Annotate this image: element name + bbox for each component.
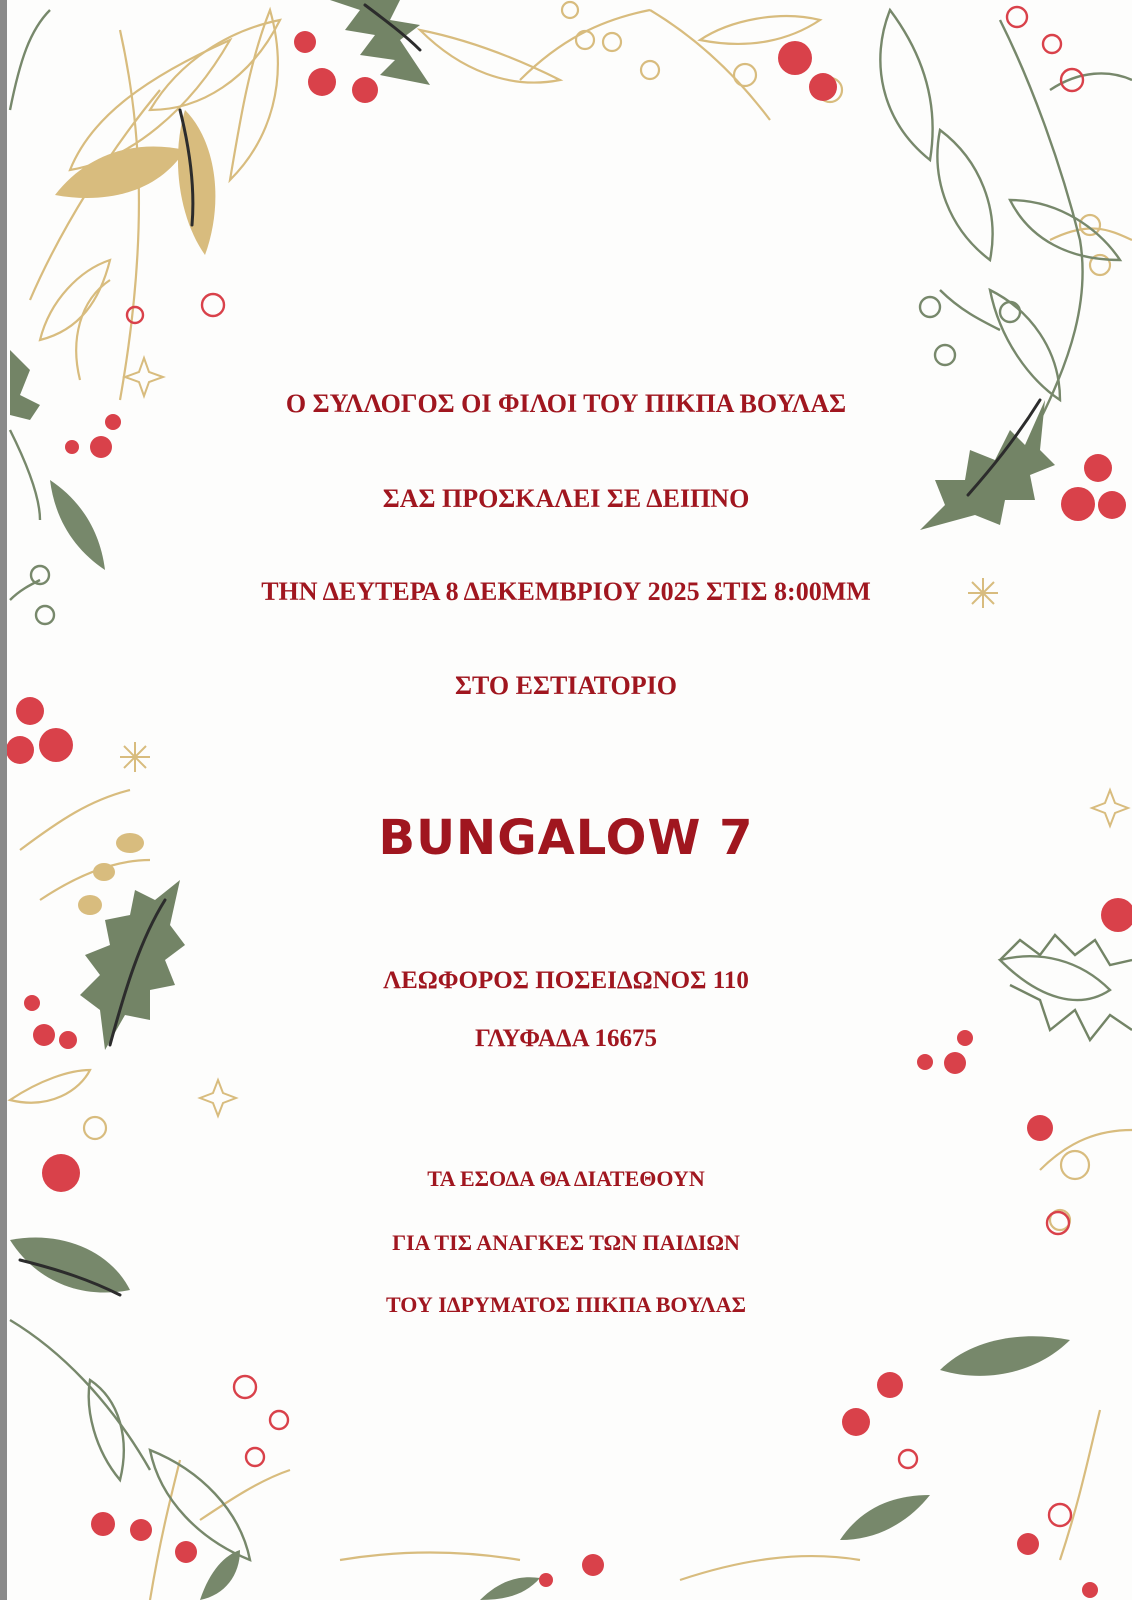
- gold-leaf-icon: [55, 146, 185, 198]
- holly-leaf-icon: [330, 0, 430, 85]
- berry-icon: [294, 31, 316, 53]
- event-date-line: ΤΗΝ ΔΕΥΤΕΡΑ 8 ΔΕΚΕΜΒΡΙΟΥ 2025 ΣΤΙΣ 8:00ΜΜ: [261, 577, 871, 606]
- holly-leaf-outline-icon: [1000, 935, 1132, 965]
- sparkle-icon: [120, 742, 150, 772]
- berry-icon: [809, 73, 837, 101]
- green-leaf-icon: [940, 1336, 1070, 1376]
- address-street: ΛΕΩΦΟΡΟΣ ΠΟΣΕΙΔΩΝΟΣ 110: [383, 967, 749, 994]
- purpose-line-2: ΓΙΑ ΤΙΣ ΑΝΑΓΚΕΣ ΤΩΝ ΠΑΙΔΙΩΝ: [392, 1230, 740, 1255]
- green-leaf-icon: [840, 1495, 930, 1540]
- sparkle-icon: [200, 1080, 236, 1116]
- berry-icon: [308, 68, 336, 96]
- purpose-line-3: ΤΟΥ ΙΔΡΥΜΑΤΟΣ ΠΙΚΠΑ ΒΟΥΛΑΣ: [386, 1292, 746, 1317]
- invitation-line: ΣΑΣ ΠΡΟΣΚΑΛΕΙ ΣΕ ΔΕΙΠΝΟ: [382, 484, 750, 513]
- address-city: ΓΛΥΦΑΔΑ 16675: [474, 1025, 658, 1052]
- venue-name: BUNGALOW 7: [378, 810, 754, 866]
- purpose-line-1: ΤΑ ΕΣΟΔΑ ΘΑ ΔΙΑΤΕΘΟΥΝ: [427, 1166, 705, 1191]
- berry-icon: [352, 77, 378, 103]
- organizer-line: Ο ΣΥΛΛΟΓΟΣ ΟΙ ΦΙΛΟΙ ΤΟΥ ΠΙΚΠΑ ΒΟΥΛΑΣ: [285, 389, 847, 418]
- berry-icon: [778, 41, 812, 75]
- restaurant-intro-line: ΣΤΟ ΕΣΤΙΑΤΟΡΙΟ: [455, 671, 677, 700]
- gold-branch-icon: [120, 30, 139, 400]
- page-left-edge: [0, 0, 7, 1600]
- berry-outline-icon: [1007, 7, 1027, 27]
